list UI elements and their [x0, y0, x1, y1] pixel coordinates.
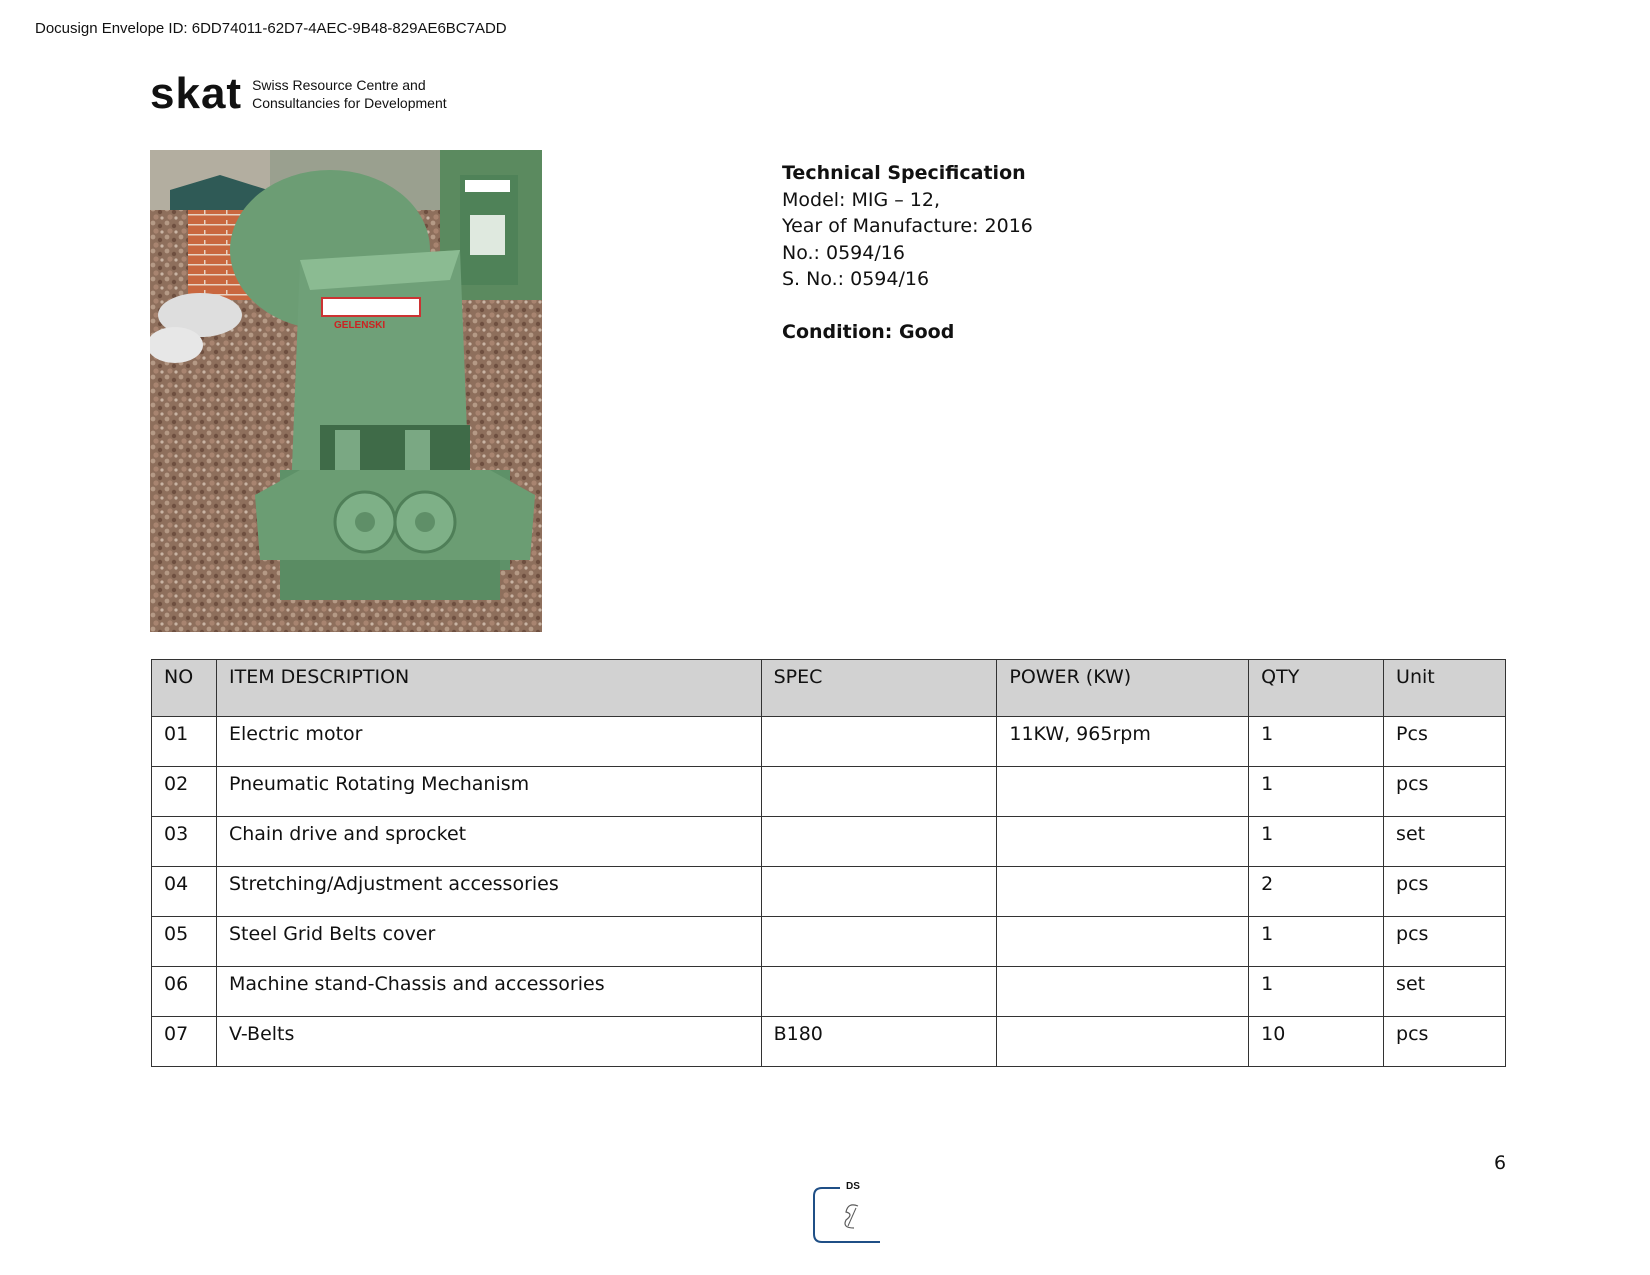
cell-power — [997, 767, 1249, 817]
skat-logo — [150, 69, 447, 118]
cell-spec — [761, 817, 997, 867]
cell-unit: Pcs — [1384, 717, 1506, 767]
cell-no: 04 — [152, 867, 217, 917]
photo-brand-label: GELENSKI — [334, 320, 386, 331]
cell-spec — [761, 967, 997, 1017]
cell-description: Stretching/Adjustment accessories — [216, 867, 761, 917]
spec-year: Year of Manufacture: 2016 — [782, 215, 1033, 237]
spec-serial-number: S. No.: 0594/16 — [782, 268, 930, 290]
spec-model: Model: MIG – 12, — [782, 188, 941, 211]
spec-number: No.: 0594/16 — [782, 241, 905, 264]
cell-spec — [761, 867, 997, 917]
table-row — [152, 917, 1506, 967]
cell-power — [997, 917, 1249, 967]
docusign-envelope-id: Docusign Envelope ID: 6DD74011-62D7-4AEC-9B48-829AE6BC7ADD — [35, 20, 507, 37]
cell-description: Electric motor — [216, 717, 761, 767]
cell-power — [997, 867, 1249, 917]
cell-qty: 2 — [1249, 867, 1384, 917]
header-qty: QTY — [1249, 660, 1384, 717]
logo-subtitle — [252, 76, 447, 112]
header-spec: SPEC — [761, 660, 997, 717]
table-row — [152, 717, 1506, 767]
cell-description: V-Belts — [216, 1017, 761, 1067]
logo-subtitle-line-2: Consultancies for Development — [252, 95, 447, 111]
cell-description: Pneumatic Rotating Mechanism — [216, 767, 761, 817]
cell-description: Machine stand-Chassis and accessories — [216, 967, 761, 1017]
spec-title: Technical Specification — [782, 162, 1026, 184]
cell-spec — [761, 767, 997, 817]
cell-qty: 1 — [1249, 967, 1384, 1017]
cell-no: 01 — [152, 717, 217, 767]
cell-qty: 1 — [1249, 817, 1384, 867]
cell-qty: 1 — [1249, 917, 1384, 967]
header-unit: Unit — [1384, 660, 1506, 717]
cell-qty: 1 — [1249, 767, 1384, 817]
table-header-row — [152, 660, 1506, 717]
table-row — [152, 817, 1506, 867]
page-number: 6 — [1494, 1152, 1507, 1174]
table-row — [152, 1017, 1506, 1067]
header-item-description: ITEM DESCRIPTION — [216, 660, 761, 717]
table-row — [152, 967, 1506, 1017]
table-row — [152, 867, 1506, 917]
cell-spec — [761, 717, 997, 767]
spec-condition: Condition: Good — [782, 320, 955, 343]
docusign-stamp-label: DS — [846, 1181, 860, 1192]
cell-unit: pcs — [1384, 1017, 1506, 1067]
cell-no: 06 — [152, 967, 217, 1017]
cell-no: 03 — [152, 817, 217, 867]
items-table — [151, 659, 1506, 1067]
cell-description: Steel Grid Belts cover — [216, 917, 761, 967]
cell-unit: pcs — [1384, 867, 1506, 917]
header-power: POWER (KW) — [997, 660, 1249, 717]
cell-unit: pcs — [1384, 767, 1506, 817]
cell-no: 05 — [152, 917, 217, 967]
cell-unit: set — [1384, 817, 1506, 867]
cell-no: 02 — [152, 767, 217, 817]
logo-wordmark: skat — [150, 69, 243, 118]
cell-power: 11KW, 965rpm — [997, 717, 1249, 767]
logo-subtitle-line-1: Swiss Resource Centre and — [252, 77, 426, 93]
cell-spec — [761, 917, 997, 967]
cell-qty: 1 — [1249, 717, 1384, 767]
cell-power — [997, 967, 1249, 1017]
table-row — [152, 767, 1506, 817]
technical-specification — [782, 160, 1033, 345]
machine-photo — [150, 150, 542, 632]
cell-power — [997, 817, 1249, 867]
cell-qty: 10 — [1249, 1017, 1384, 1067]
cell-unit: set — [1384, 967, 1506, 1017]
header-no: NO — [152, 660, 217, 717]
cell-no: 07 — [152, 1017, 217, 1067]
cell-unit: pcs — [1384, 917, 1506, 967]
cell-description: Chain drive and sprocket — [216, 817, 761, 867]
cell-spec: B180 — [761, 1017, 997, 1067]
cell-power — [997, 1017, 1249, 1067]
